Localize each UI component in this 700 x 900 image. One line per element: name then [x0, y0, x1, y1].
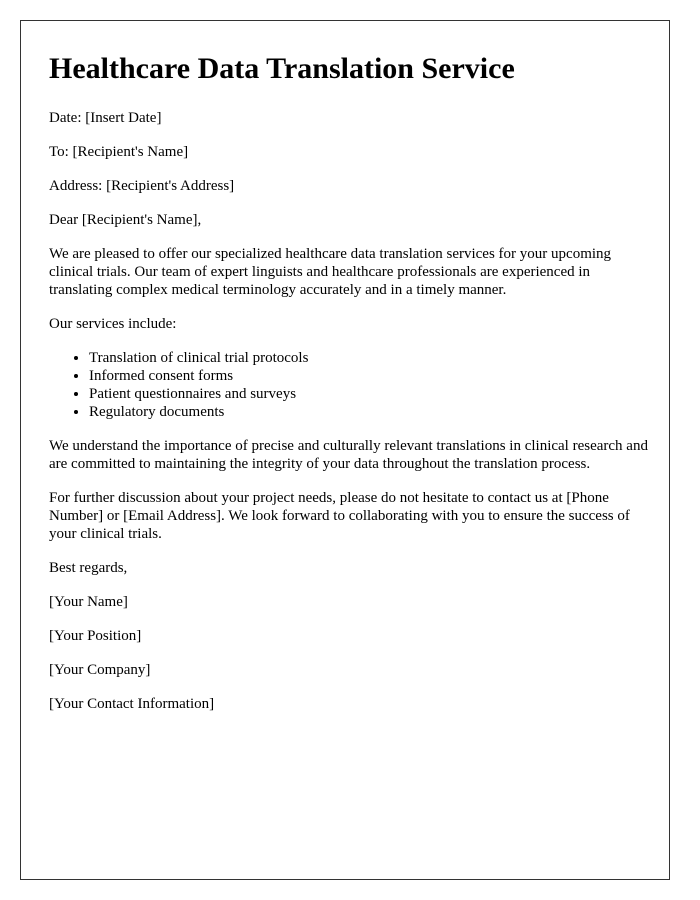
services-list: [49, 349, 649, 421]
signature-contact: [Your Contact Information]: [49, 696, 215, 712]
services-intro: Our services include:: [49, 316, 177, 332]
signature-company: [Your Company]: [49, 662, 151, 678]
closing: Best regards,: [49, 560, 128, 576]
contact-paragraph: For further discussion about your project needs, please do not hesitate to contact us at [Phone Number] or [Email Address]. We look forward to collaborating with you to ensure the success of your clinical trials.: [49, 490, 630, 542]
commitment-paragraph: We understand the importance of precise and culturally relevant translations in clinical research and are committed to maintaining the integrity of your data throughout the translation process.: [49, 438, 648, 472]
recipient-line: To: [Recipient's Name]: [49, 144, 189, 160]
signature-position: [Your Position]: [49, 628, 142, 644]
list-item: • Informed consent forms: [89, 367, 649, 385]
list-item: • Regulatory documents: [89, 403, 649, 421]
list-item: • Translation of clinical trial protocols: [89, 349, 649, 367]
list-item: • Patient questionnaires and surveys: [89, 385, 649, 403]
address-line: Address: [Recipient's Address]: [49, 178, 235, 194]
letter-page: [20, 20, 670, 880]
salutation: Dear [Recipient's Name],: [49, 212, 202, 228]
intro-paragraph: We are pleased to offer our specialized healthcare data translation services for your upcoming clinical trials. Our team of expert linguists and healthcare professionals are experienced in translating complex medical terminology accurately and in a timely manner.: [49, 246, 612, 298]
date-line: Date: [Insert Date]: [49, 110, 162, 126]
letter-title: Healthcare Data Translation Service: [49, 52, 515, 85]
signature-name: [Your Name]: [49, 594, 128, 610]
